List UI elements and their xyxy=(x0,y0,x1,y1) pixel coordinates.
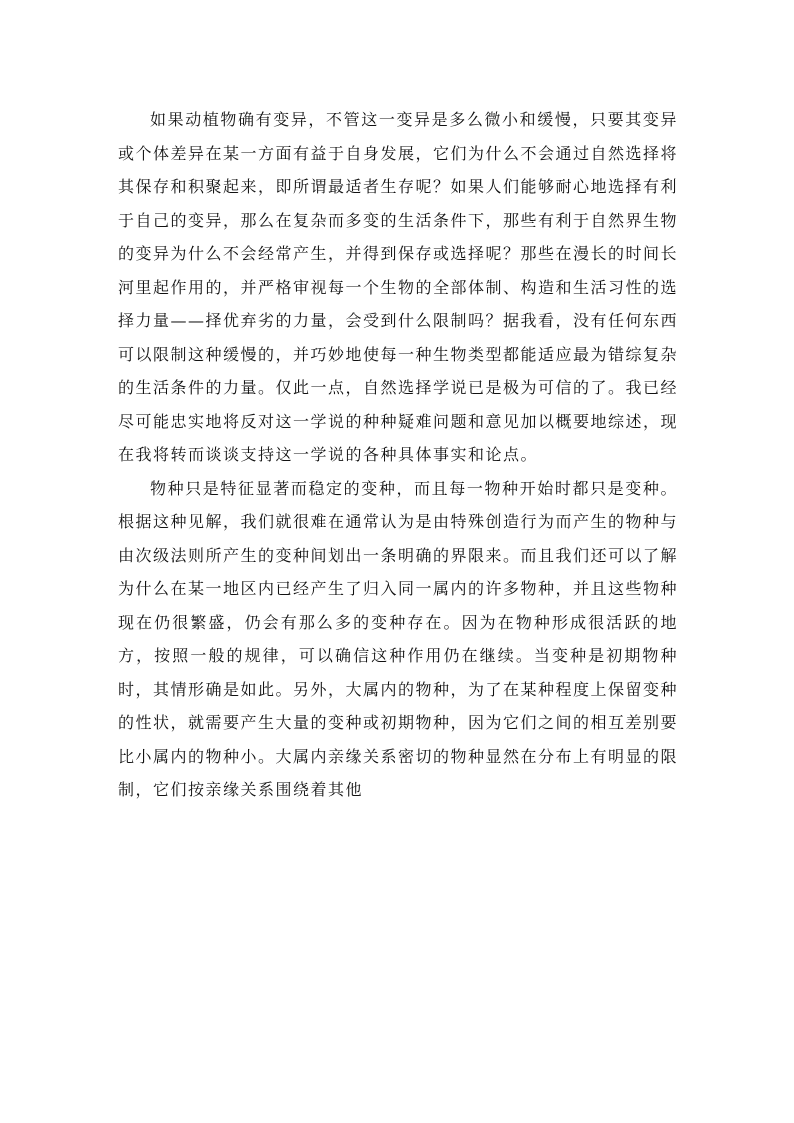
paragraph-2: 物种只是特征显著而稳定的变种，而且每一物种开始时都只是变种。根据这种见解，我们就很难在通常认为是由特殊创造行为而产生的物种与由次级法则所产生的变种间划出一条明确的界限来。而且我们还可以了解为什么在某一地区内已经产生了归入同一属内的许多物种，并且这些物种现在仍很繁盛，仍会有那么多的变种存在。因为在物种形成很活跃的地方，按照一般的规律，可以确信这种作用仍在继续。当变种是初期物种时，其情形确是如此。另外，大属内的物种，为了在某种程度上保留变种的性状，就需要产生大量的变种或初期物种，因为它们之间的相互差别要比小属内的物种小。大属内亲缘关系密切的物种显然在分布上有明显的限制，它们按亲缘关系围绕着其他 xyxy=(118,478,679,799)
paragraph-1: 如果动植物确有变异，不管这一变异是多么微小和缓慢，只要其变异或个体差异在某一方面有益于自身发展，它们为什么不会通过自然选择将其保存和积聚起来，即所谓最适者生存呢？如果人们能够耐心地选择有利于自己的变异，那么在复杂而多变的生活条件下，那些有利于自然界生物的变异为什么不会经常产生，并得到保存或选择呢？那些在漫长的时间长河里起作用的，并严格审视每一个生物的全部体制、构造和生活习性的选择力量——择优弃劣的力量，会受到什么限制吗？据我看，没有任何东西可以限制这种缓慢的，并巧妙地使每一种生物类型都能适应最为错综复杂的生活条件的力量。仅此一点，自然选择学说已是极为可信的了。我已经尽可能忠实地将反对这一学说的种种疑难问题和意见加以概要地综述，现在我将转而谈谈支持这一学说的各种具体事实和论点。 xyxy=(118,110,679,464)
body-text xyxy=(118,103,678,807)
